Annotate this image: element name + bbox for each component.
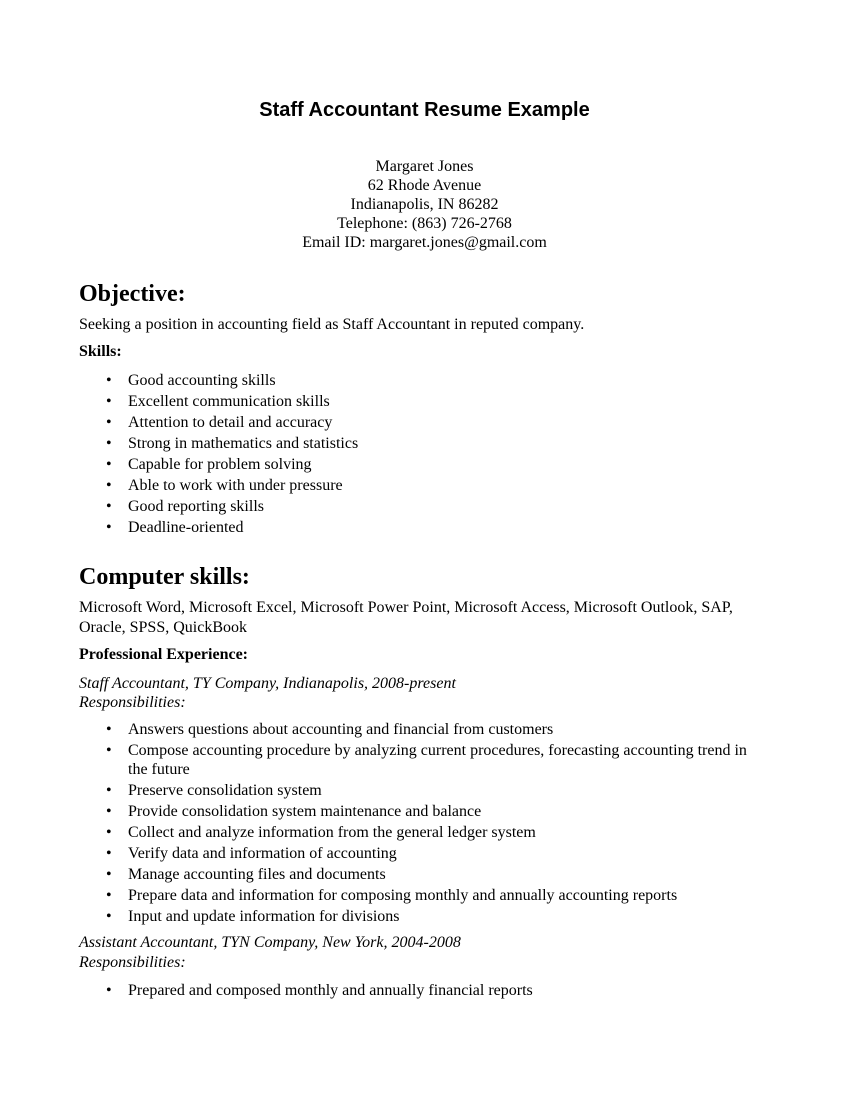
list-item: [106, 981, 766, 1000]
bullet-icon: •: [106, 866, 112, 883]
list-item-text: Good accounting skills: [128, 372, 276, 389]
bullet-icon: •: [106, 498, 112, 515]
bullet-icon: •: [106, 782, 112, 799]
list-item: [106, 497, 766, 516]
bullet-icon: •: [106, 414, 112, 431]
list-item: [106, 865, 766, 884]
list-item: [106, 823, 766, 842]
list-item: [106, 392, 766, 411]
bullet-icon: •: [106, 435, 112, 452]
list-item-text: Prepared and composed monthly and annually financial reports: [128, 982, 533, 999]
list-item: [106, 802, 766, 821]
responsibilities-list: [106, 981, 766, 1002]
bullet-icon: •: [106, 845, 112, 862]
objective-text: Seeking a position in accounting field as Staff Accountant in reputed company.: [79, 316, 585, 333]
list-item: [106, 844, 766, 863]
job-position: Staff Accountant, TY Company, Indianapolis, 2008-present: [79, 675, 456, 692]
list-item: [106, 413, 766, 432]
bullet-icon: •: [106, 824, 112, 841]
contact-city: Indianapolis, IN 86282: [350, 196, 499, 213]
bullet-icon: •: [106, 908, 112, 925]
page-title: Staff Accountant Resume Example: [259, 99, 590, 121]
bullet-icon: •: [106, 742, 112, 759]
list-item-text: Answers questions about accounting and financial from customers: [128, 721, 554, 738]
bullet-icon: •: [106, 519, 112, 536]
list-item-text: Manage accounting files and documents: [128, 866, 386, 883]
bullet-icon: •: [106, 982, 112, 999]
list-item-text: Input and update information for divisions: [128, 908, 400, 925]
bullet-icon: •: [106, 803, 112, 820]
list-item-text: Verify data and information of accounting: [128, 845, 397, 862]
skills-heading: Skills:: [79, 343, 122, 360]
responsibilities-label: Responsibilities:: [79, 694, 186, 711]
list-item-text: Excellent communication skills: [128, 393, 330, 410]
list-item: [106, 455, 766, 474]
bullet-icon: •: [106, 887, 112, 904]
list-item-text: Attention to detail and accuracy: [128, 414, 333, 431]
bullet-icon: •: [106, 477, 112, 494]
experience-heading: Professional Experience:: [79, 646, 249, 663]
objective-heading: Objective:: [79, 281, 186, 307]
bullet-icon: •: [106, 456, 112, 473]
contact-street: 62 Rhode Avenue: [367, 177, 482, 194]
skills-list: [106, 371, 766, 539]
list-item-text: Deadline-oriented: [128, 519, 244, 536]
bullet-icon: •: [106, 372, 112, 389]
list-item-text: Good reporting skills: [128, 498, 264, 515]
contact-block: [0, 157, 849, 252]
list-item: [106, 476, 766, 495]
list-item-text: Provide consolidation system maintenance and balance: [128, 803, 482, 820]
list-item-text: Prepare data and information for composing monthly and annually accounting reports: [128, 887, 678, 904]
list-item: [106, 518, 766, 537]
list-item-text: Collect and analyze information from the general ledger system: [128, 824, 536, 841]
list-item: [106, 741, 766, 779]
job-position: Assistant Accountant, TYN Company, New York, 2004-2008: [79, 934, 461, 951]
list-item-text: Able to work with under pressure: [128, 477, 343, 494]
list-item: [106, 371, 766, 390]
list-item-text: Compose accounting procedure by analyzing current procedures, forecasting accounting trend in the future: [128, 742, 747, 778]
responsibilities-label: Responsibilities:: [79, 954, 186, 971]
list-item: [106, 886, 766, 905]
list-item-text: Strong in mathematics and statistics: [128, 435, 359, 452]
contact-telephone: Telephone: (863) 726-2768: [337, 215, 512, 232]
list-item-text: Preserve consolidation system: [128, 782, 322, 799]
contact-email: Email ID: margaret.jones@gmail.com: [302, 234, 547, 251]
list-item-text: Capable for problem solving: [128, 456, 312, 473]
list-item: [106, 434, 766, 453]
list-item: [106, 907, 766, 926]
bullet-icon: •: [106, 393, 112, 410]
responsibilities-list: [106, 720, 766, 928]
contact-name: Margaret Jones: [375, 158, 474, 175]
computer-skills-heading: Computer skills:: [79, 564, 250, 590]
computer-skills-text: Microsoft Word, Microsoft Excel, Microsoft Power Point, Microsoft Access, Microsoft Outlook, SAP, Oracle, SPSS, QuickBook: [79, 599, 733, 636]
bullet-icon: •: [106, 721, 112, 738]
list-item: [106, 720, 766, 739]
list-item: [106, 781, 766, 800]
